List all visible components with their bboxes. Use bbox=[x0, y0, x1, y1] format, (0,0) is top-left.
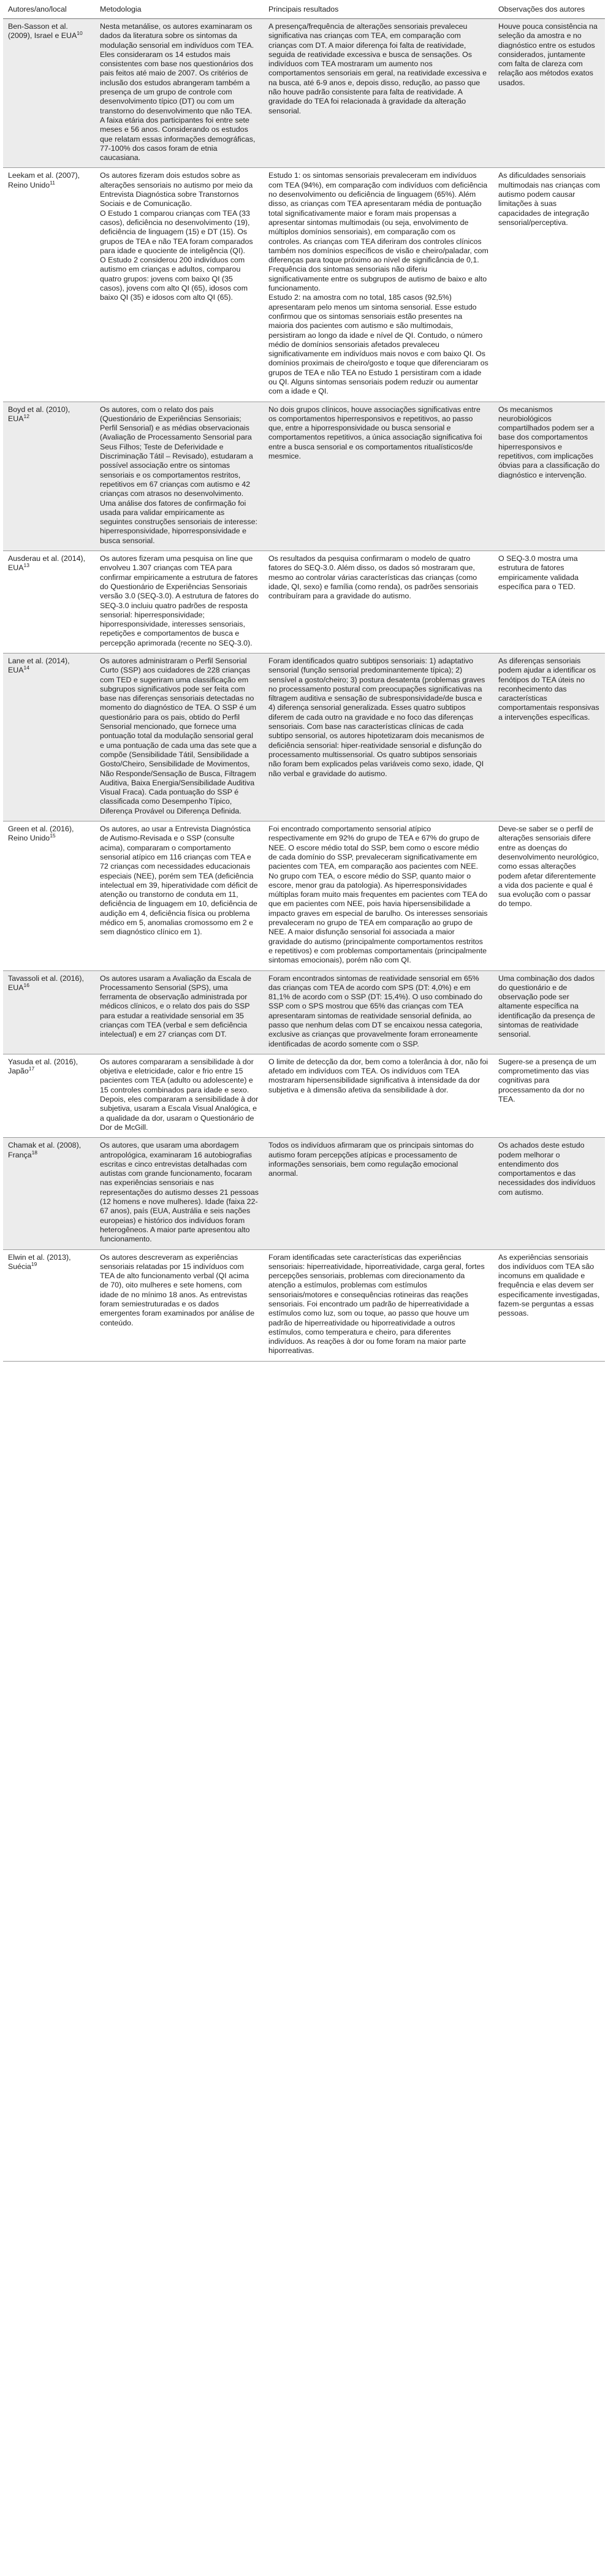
notes-cell: As diferenças sensoriais podem ajudar a identificar os fenótipos do TEA úteis no reconhecimento das características comportamentais responsivas a intervenções específicas. bbox=[493, 654, 605, 821]
table-row bbox=[3, 821, 605, 970]
author-cell bbox=[3, 1054, 95, 1137]
table-row bbox=[3, 402, 605, 551]
notes-cell: As dificuldades sensoriais multimodais nas crianças com autismo podem causar limitações à suas capacidades de integração sensorial/perceptiva. bbox=[493, 168, 605, 402]
author-text: Ben-Sasson et al. (2009), Israel e EUA bbox=[8, 22, 77, 40]
results-cell: Estudo 1: os sintomas sensoriais prevaleceram em indivíduos com TEA (94%), em comparação com indivíduos com deficiência no desenvolvimento ou deficiência de linguagem (65%). Além disso, as crianças com TEA apresentaram média de pontuação total significativamente maior e foram mais propensas a apresentar sintomas multimodais (ou seja, envolvimento de múltiplos domínios sensoriais), em comparação com os controles. As crianças com TEA diferiram dos controles clínicos também nos domínios específicos de visão e cheiro/paladar, com diferenças para toque próximo ao nível de significância de 0,1. Frequência dos sintomas sensoriais não diferiu significativamente entre os subgrupos de autismo de baixo e alto funcionamento. Estudo 2: na amostra com no total, 185 casos (92,5%) apresentaram pelo menos um sintoma sensorial. Esse estudo confirmou que os sintomas sensoriais estão presentes na maioria dos pacientes com autismo e são multimodais, persistiram ao longo da idade e nível de QI. Contudo, o número médio de domínios sensoriais afetados prevaleceu significativamente em indivíduos mais novos e com baixo QI. Os domínios proximais de cheiro/gosto e toque que diferenciaram os grupos de TEA e não TEA no Estudo 1 persistiram com a idade ou QI. Alguns sintomas sensoriais podem reduzir ou aumentar com a idade e QI. bbox=[264, 168, 493, 402]
results-cell: Foi encontrado comportamento sensorial atípico respectivamente em 92% do grupo de TEA e 67% do grupo de NEE. O escore médio total do SSP, bem como o escore médio de cada domínio do SSP, prevaleceram significativamente em pacientes com TEA, em comparação aos pacientes com NEE. No grupo com TEA, o escore médio do SSP, quanto maior o escore, menor grau da patologia). As hiperresponsividades múltiplas foram muito mais frequentes em pacientes com TEA do que em pacientes com NEE, pois havia hipersensibilidade a impacto graves em especial de barulho. Os interesses sensoriais prevaleceram no grupo de TEA em comparação ao grupo de NEE. A maior disfunção sensorial foi associada a maior gravidade do autismo (principalmente comportamentos restritos e repetitivos) e com problemas comportamentais (principalmente sintomas emocionais), porém não com QI. bbox=[264, 821, 493, 970]
header-method: Metodologia bbox=[95, 2, 264, 19]
table-row bbox=[3, 1249, 605, 1361]
author-text: Boyd et al. (2010), EUA bbox=[8, 405, 70, 423]
notes-cell: Os achados deste estudo podem melhorar o entendimento dos comportamentos e das necessidades dos indivíduos com autismo. bbox=[493, 1138, 605, 1249]
author-text: Yasuda et al. (2016), Japão bbox=[8, 1057, 78, 1076]
author-cell bbox=[3, 551, 95, 654]
header-author: Autores/ano/local bbox=[3, 2, 95, 19]
author-cell bbox=[3, 168, 95, 402]
table-row bbox=[3, 19, 605, 168]
studies-table bbox=[3, 2, 605, 1362]
author-cell bbox=[3, 19, 95, 168]
author-cell bbox=[3, 402, 95, 551]
author-text: Green et al. (2016), Reino Unido bbox=[8, 825, 74, 843]
reference-number: 12 bbox=[23, 413, 29, 419]
results-cell: A presença/frequência de alterações sensoriais prevaleceu significativa nas crianças com TEA, em comparação com crianças com DT. A maior diferença foi falta de reatividade, seguida de reatividade excessiva e busca de sensações. Os indivíduos com TEA mostraram um aumento nos comportamentos sensoriais em geral, na reatividade excessiva e na busca, até 6-9 anos e, depois disso, redução, ao passo que não houve padrão consistente para falta de reatividade. A gravidade do TEA foi relacionada à gravidade da alteração sensorial. bbox=[264, 19, 493, 168]
author-cell bbox=[3, 1249, 95, 1361]
author-cell bbox=[3, 654, 95, 821]
table-row bbox=[3, 1054, 605, 1137]
method-cell: Os autores fizeram uma pesquisa on line que envolveu 1.307 crianças com TEA para confirmar empiricamente a estrutura de fatores do Questionário de Experiências Sensoriais versão 3.0 (SEQ-3.0). A estrutura de fatores do SEQ-3.0 incluiu quatro padrões de resposta sensorial: hiperresponsividade; hiporresponsividade, interesses sensoriais, repetições e comportamentos de busca e percepção aprimorada (recente no SEQ-3.0). bbox=[95, 551, 264, 654]
author-text: Leekam et al. (2007), Reino Unido bbox=[8, 171, 80, 189]
author-text: Elwin et al. (2013), Suécia bbox=[8, 1252, 71, 1271]
author-cell bbox=[3, 970, 95, 1054]
notes-cell: As experiências sensoriais dos indivíduos com TEA são incomuns em qualidade e frequência e elas devem ser especificamente investigadas, fazem-se perguntas a essas pessoas. bbox=[493, 1249, 605, 1361]
reference-number: 11 bbox=[50, 179, 56, 186]
notes-cell: Deve-se saber se o perfil de alterações sensoriais difere entre as doenças do desenvolvimento neurológico, como essas alterações podem afetar diferentemente a vida dos paciente e qual é sua evolução com o passar do tempo. bbox=[493, 821, 605, 970]
notes-cell: Os mecanismos neurobiológicos compartilhados podem ser a base dos comportamentos hiperresponsivos e repetitivos, com implicações óbvias para a classificação do diagnóstico e intervenção. bbox=[493, 402, 605, 551]
table-row bbox=[3, 168, 605, 402]
table-row bbox=[3, 970, 605, 1054]
reference-number: 17 bbox=[28, 1065, 35, 1072]
reference-number: 13 bbox=[23, 562, 29, 569]
author-text: Ausderau et al. (2014), EUA bbox=[8, 554, 86, 573]
method-cell: Os autores compararam a sensibilidade à dor objetiva e eletricidade, calor e frio entre 15 pacientes com TEA (adulto ou adolescente) e 15 controles combinados para idade e sexo. Depois, eles compararam a sensibilidade à dor subjetiva, usaram a Escala Visual Analógica, e a qualidade da dor, usaram o Questionário de Dor de McGill. bbox=[95, 1054, 264, 1137]
table-row bbox=[3, 1138, 605, 1249]
method-cell: Os autores administraram o Perfil Sensorial Curto (SSP) aos cuidadores de 228 crianças com TED e sugeriram uma classificação em subgrupos significativos pode ser feita com base nas diferenças sensoriais detectadas no momento do diagnóstico de TEA. O SSP é um questionário para os pais, obtido do Perfil Sensorial mencionado, que fornece uma pontuação total da modulação sensorial geral e uma pontuação de cada uma das sete que a compõe (Sensibilidade Tátil, Sensibilidade a Gosto/Cheiro, Sensibilidade de Movimentos, Não Responde/Sensação de Busca, Filtragem Auditiva, Baixa Energia/Sensibilidade Auditiva Visual Fraca). Cada pontuação do SSP é classificada como Desempenho Típico, Diferença Provável ou Diferença Definida. bbox=[95, 654, 264, 821]
header-results: Principais resultados bbox=[264, 2, 493, 19]
results-cell: Todos os indivíduos afirmaram que os principais sintomas do autismo foram percepções atípicas e processamento de informações sensoriais, bem como regulação emocional anormal. bbox=[264, 1138, 493, 1249]
results-cell: Foram identificadas sete características das experiências sensoriais: hiperreatividade, hiporreatividade, carga geral, fortes percepções sensoriais, problemas com direcionamento da atenção a estímulos, problemas com estímulos sensoriais/motores e consequências rotineiras das reações sensoriais. Foi encontrado um padrão de hiperreatividade a estímulos como luz, som ou toque, ao passo que houve um padrão de hiperreatividade ou hiporreatividade a outros estímulos, como temperatura e cheiro, para diferentes indivíduos. As reações à dor ou fome foram na maior parte hiporreativas. bbox=[264, 1249, 493, 1361]
table-row bbox=[3, 654, 605, 821]
method-cell: Os autores, com o relato dos pais (Questionário de Experiências Sensoriais; Perfil Sensorial) e as médias observacionais (Avaliação de Processamento Sensorial para Seus Filhos; Teste de Deferividade e Discriminação Tátil – Revisado), estudaram a possível associação entre os sintomas sensoriais e os comportamentos restritos, repetitivos em 67 crianças com autismo e 42 crianças com atrasos no desenvolvimento. Uma análise dos fatores de confirmação foi usada para validar empiricamente as seguintes construções sensoriais de interesse: hiperresponsividade, hiporresponsividade e busca sensorial. bbox=[95, 402, 264, 551]
reference-number: 16 bbox=[23, 981, 29, 988]
method-cell: Nesta metanálise, os autores examinaram os dados da literatura sobre os sintomas da modulação sensorial em indivíduos com TEA. Eles consideraram os 14 estudos mais consistentes com base nos questionários dos pais feitos até maio de 2007. Os critérios de inclusão dos estudos abrangeram também a presença de um grupo de controle com desenvolvimento típico (DT) ou com um transtorno do desenvolvimento que não TEA. A faixa etária dos participantes foi entre sete meses e 56 anos. Considerando os estudos que relatam essas informações demográficas, 77-100% dos casos foram de etnia caucasiana. bbox=[95, 19, 264, 168]
results-cell: No dois grupos clínicos, houve associações significativas entre os comportamentos hiperresponsivos e repetitivos, ao passo que, entre a hiporresponsividade ou busca sensorial e comportamentos repetitivos, a única associação significativa foi entre a busca sensorial e os comportamentos ritualísticos/de mesmice. bbox=[264, 402, 493, 551]
method-cell: Os autores, ao usar a Entrevista Diagnóstica de Autismo-Revisada e o SSP (consulte acima), compararam o comportamento sensorial atípico em 116 crianças com TEA e 72 crianças com necessidades educacionais especiais (NEE), porém sem TEA (deficiência intelectual em 39, hiperatividade com déficit de atenção ou transtorno de conduta em 11, deficiência de linguagem em 10, deficiência de audição em 4, deficiência física ou problema médico em 5, anomalias cromossomo em 2 e sem diagnóstico clínico em 1). bbox=[95, 821, 264, 970]
reference-number: 18 bbox=[31, 1149, 38, 1156]
method-cell: Os autores fizeram dois estudos sobre as alterações sensoriais no autismo por meio da Entrevista Diagnóstica sobre Transtornos Sociais e de Comunicação. O Estudo 1 comparou crianças com TEA (33 casos), deficiência no desenvolvimento (19), deficiência de linguagem (15) e DT (15). Os grupos de TEA e não TEA foram comparados para idade e quociente de inteligência (QI). O Estudo 2 considerou 200 indivíduos com autismo em crianças e adultos, comparou quatro grupos: jovens com baixo QI (35 casos), jovens com alto QI (65), idosos com baixo QI (35) e idosos com alto QI (65). bbox=[95, 168, 264, 402]
table-row bbox=[3, 551, 605, 654]
reference-number: 19 bbox=[31, 1260, 37, 1267]
author-text: Tavassoli et al. (2016), EUA bbox=[8, 974, 84, 992]
reference-number: 15 bbox=[50, 833, 56, 839]
method-cell: Os autores, que usaram uma abordagem antropológica, examinaram 16 autobiografias escritas e cinco entrevistas detalhadas com autistas com grande funcionamento, focaram nas experiências sensoriais e nas representações do autismo desses 21 pessoas (12 homens e nove mulheres). Idade (faixa 22-67 anos), país (EUA, Austrália e seis nações europeias) e histórico dos indivíduos foram heterogêneos. A maior parte apresentou alto funcionamento. bbox=[95, 1138, 264, 1249]
results-cell: Os resultados da pesquisa confirmaram o modelo de quatro fatores do SEQ-3.0. Além disso, os dados só mostraram que, mesmo ao controlar várias características das crianças (como idade, QI, sexo) e família (como renda), os padrões sensoriais contribuíram para a gravidade do autismo. bbox=[264, 551, 493, 654]
results-cell: Foram identificados quatro subtipos sensoriais: 1) adaptativo sensorial (função sensorial predominantemente típica); 2) sensível a gosto/cheiro; 3) postura desatenta (problemas graves no processamento postural com preocupações significativas na filtragem auditiva e sensação de subresponsividade/de busca e 4) diferença sensorial generalizada. Esses quatro subtipos diferem de cada outro na gravidade e no foco das diferenças sensoriais. Com base nas características clínicas de cada subtipo sensorial, os autores hipotetizaram dois mecanismos de deficiência sensorial: hiper-reatividade sensorial e disfunção do processamento multissensorial. Os quatro subtipos sensoriais não foram bem explicados pelas variáveis como sexo, idade, QI não verbal e gravidade do autismo. bbox=[264, 654, 493, 821]
notes-cell: O SEQ-3.0 mostra uma estrutura de fatores empiricamente validada específica para o TED. bbox=[493, 551, 605, 654]
notes-cell: Uma combinação dos dados do questionário e de observação pode ser altamente específica na identificação da presença de sintomas de reatividade sensorial. bbox=[493, 970, 605, 1054]
notes-cell: Sugere-se a presença de um comprometimento das vias cognitivas para processamento da dor no TEA. bbox=[493, 1054, 605, 1137]
table-header-row bbox=[3, 2, 605, 19]
header-notes: Observações dos autores bbox=[493, 2, 605, 19]
reference-number: 14 bbox=[23, 665, 29, 671]
reference-number: 10 bbox=[77, 30, 83, 37]
results-cell: O limite de detecção da dor, bem como a tolerância à dor, não foi afetado em indivíduos com TEA. Os indivíduos com TEA mostraram hipersensibilidade significativa à intensidade da dor subjetiva e à dimensão afetiva da sensibilidade à dor. bbox=[264, 1054, 493, 1137]
author-text: Chamak et al. (2008), França bbox=[8, 1141, 82, 1159]
method-cell: Os autores usaram a Avaliação da Escala de Processamento Sensorial (SPS), uma ferramenta de observação administrada por médicos clínicos, e o relato dos pais do SSP para estudar a reatividade sensorial em 35 crianças com TEA (verbal e sem deficiência intelectual) e em 27 crianças com DT. bbox=[95, 970, 264, 1054]
author-cell bbox=[3, 1138, 95, 1249]
results-cell: Foram encontrados sintomas de reatividade sensorial em 65% das crianças com TEA de acordo com SPS (DT: 4,0%) e em 81,1% de acordo com o SSP (DT: 15,4%). O uso combinado do SSP com o SPS mostrou que 65% das crianças com TEA apresentaram sintomas de reatividade sensorial definida, ao passo que nenhum delas com DT se encaixou nessa categoria, exclusive as crianças que provavelmente foram erroneamente identificadas de acordo somente com o SSP. bbox=[264, 970, 493, 1054]
author-cell bbox=[3, 821, 95, 970]
method-cell: Os autores descreveram as experiências sensoriais relatadas por 15 indivíduos com TEA de alto funcionamento verbal (QI acima de 70), oito mulheres e sete homens, com idade de no mínimo 18 anos. As entrevistas foram semiestruturadas e os dados emergentes foram examinados por análise de conteúdo. bbox=[95, 1249, 264, 1361]
author-text: Lane et al. (2014), EUA bbox=[8, 657, 70, 675]
notes-cell: Houve pouca consistência na seleção da amostra e no diagnóstico entre os estudos considerados, juntamente com falta de clareza com relação aos métodos exatos usados. bbox=[493, 19, 605, 168]
